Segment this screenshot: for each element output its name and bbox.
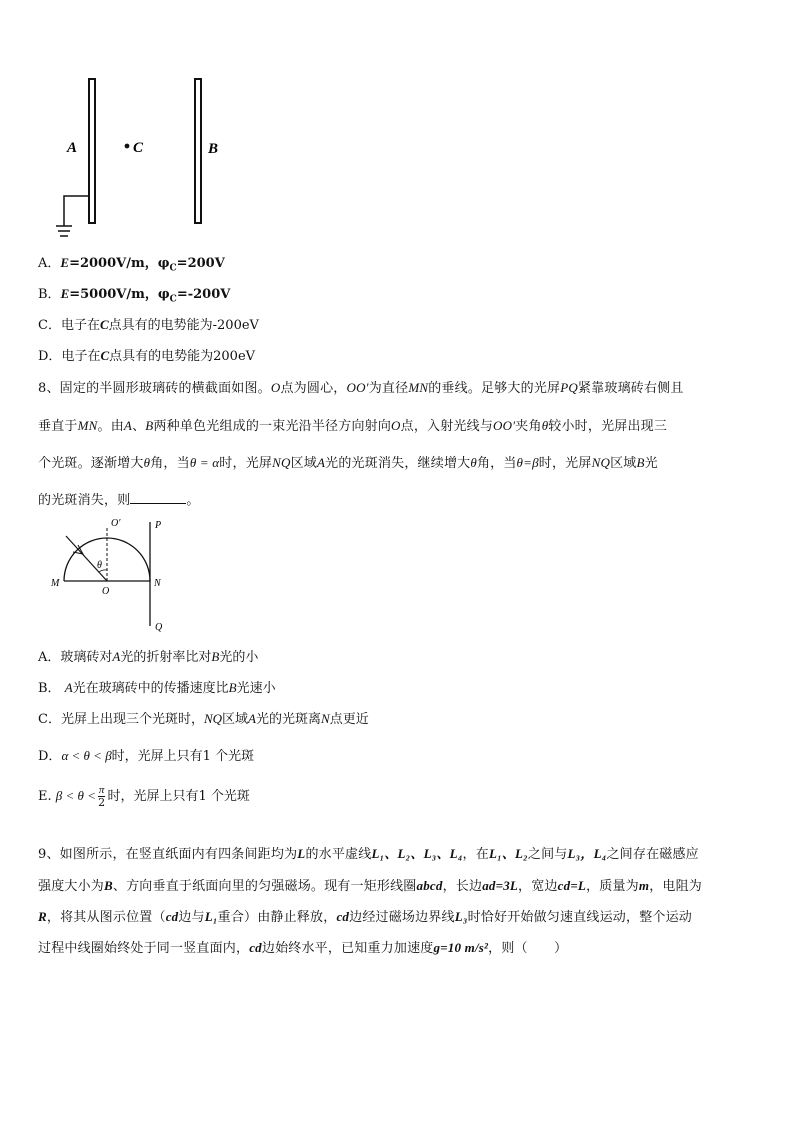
- q8-option-c[interactable]: C．光屏上出现三个光斑时，NQ区域A光的光斑离N点更近: [38, 711, 369, 727]
- q8-stem-line-1: 8、固定的半圆形玻璃砖的横截面如图。O点为圆心，OO′为直径MN的垂线。足够大的光屏PQ紧靠玻璃砖右侧且: [38, 380, 684, 396]
- label-theta: θ: [97, 560, 102, 571]
- plates-figure: [50, 76, 230, 244]
- q8-option-d[interactable]: D．α < θ < β时，光屏上只有1 个光斑: [38, 748, 255, 764]
- plate-b: [195, 79, 201, 223]
- q7-option-d[interactable]: D．电子在C点具有的电势能为200eV: [38, 348, 256, 364]
- label-q: Q: [155, 622, 163, 633]
- q8-option-e[interactable]: E. β < θ < $\frac{\pi}{2}$ 时，光屏上只有1 个光斑: [38, 784, 250, 809]
- q8-option-a[interactable]: A．玻璃砖对A光的折射率比对B光的小: [38, 649, 259, 665]
- pi-over-two-fraction: $\frac{\pi}{2}$: [98, 784, 106, 809]
- q9-stem-line-1: 9、如图所示，在竖直纸面内有四条间距均为L的水平虚线L₁、L₂、L₃、L₄，在L₁、L₂之间与L₃，L₄之间存在磁感应: [38, 846, 699, 862]
- point-c-dot: [125, 144, 130, 149]
- label-o: O: [102, 586, 110, 597]
- q8-stem-line-2: 垂直于MN。由A、B两种单色光组成的一束光沿半径方向射向O点，入射光线与OO′夹角θ较小时，光屏出现三: [38, 418, 668, 434]
- q8-option-b[interactable]: B． A光在玻璃砖中的传播速度比B光速小: [38, 680, 276, 696]
- q9-stem-line-2: 强度大小为B、方向垂直于纸面向里的匀强磁场。现有一矩形线圈abcd，长边ad=3L，宽边cd=L，质量为m，电阻为: [38, 878, 703, 894]
- label-c: C: [133, 140, 144, 156]
- q7-option-b[interactable]: B．E=5000V/m，$\varphi_C=-200V$: [38, 286, 231, 305]
- q9-stem-line-4: 过程中线圈始终处于同一竖直面内，cd边始终水平，已知重力加速度g=10 m/s²，则（ ）: [38, 940, 568, 956]
- ground-wire: [64, 196, 89, 226]
- label-p: P: [155, 520, 162, 531]
- semicircle-figure: [46, 514, 176, 636]
- q7-option-a[interactable]: A．E=2000V/m，$\varphi_C=200V$: [38, 255, 225, 274]
- q7-option-c[interactable]: C．电子在C点具有的电势能为-200eV: [38, 317, 259, 333]
- answer-blank[interactable]: [130, 491, 186, 504]
- plate-a: [89, 79, 95, 223]
- label-m: M: [51, 578, 60, 589]
- label-o-prime: O′: [111, 518, 121, 529]
- q8-stem-line-4: 的光斑消失，则 。: [38, 493, 200, 508]
- label-a: A: [67, 140, 78, 156]
- q8-stem-line-3: 个光斑。逐渐增大θ角，当θ = α时，光屏NQ区域A光的光斑消失，继续增大θ角，当θ=β时，光屏NQ区域B光: [38, 455, 658, 471]
- label-n: N: [154, 578, 161, 589]
- label-b: B: [208, 141, 219, 157]
- q9-stem-line-3: R，将其从图示位置（cd边与L₁重合）由静止释放，cd边经过磁场边界线L₃时恰好开始做匀速直线运动，整个运动: [38, 909, 693, 925]
